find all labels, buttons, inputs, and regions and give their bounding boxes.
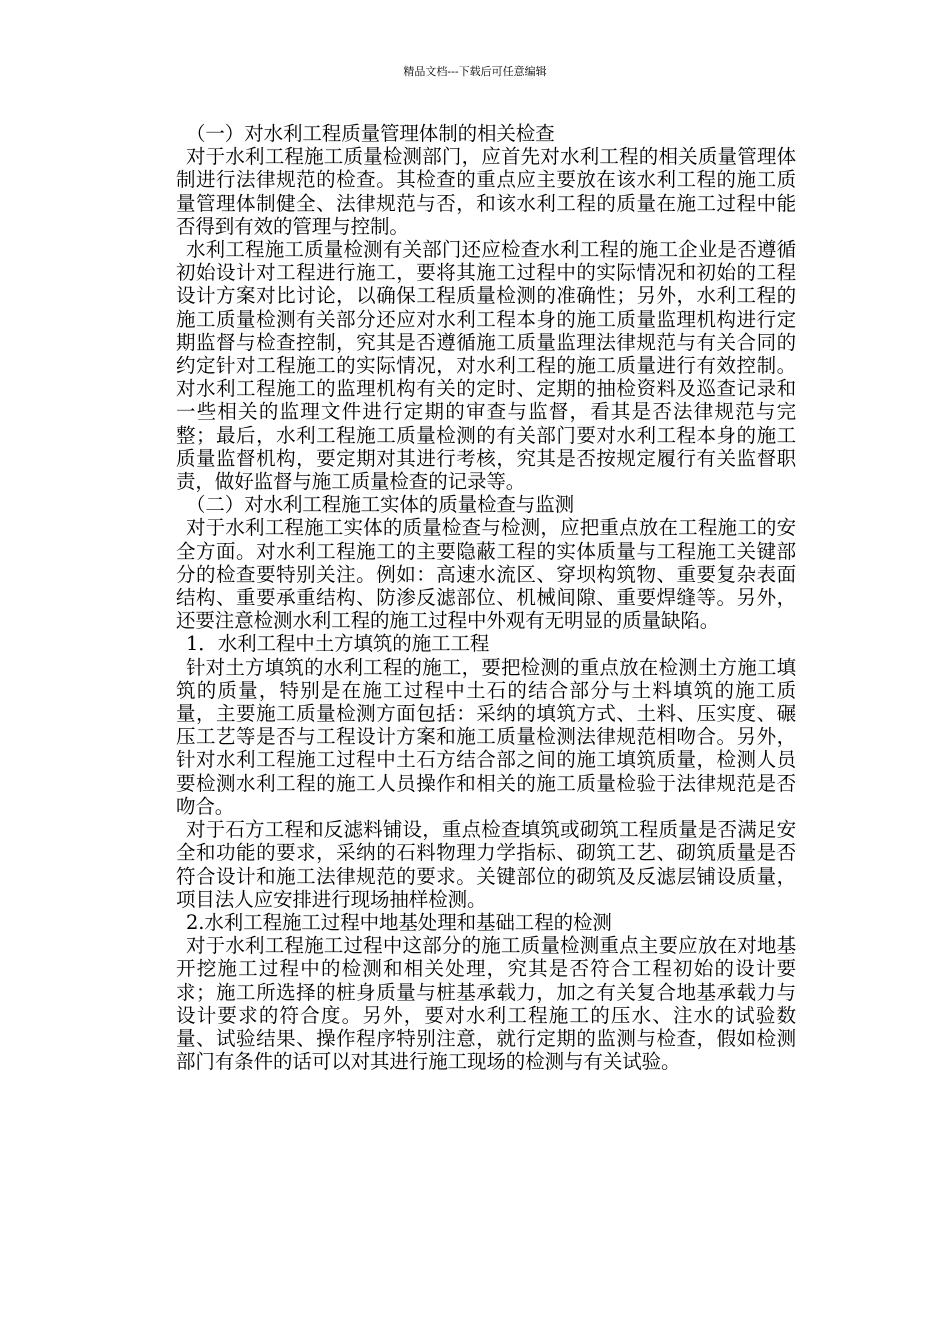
subsection-heading: 1．水利工程中土方填筑的施工工程: [186, 632, 490, 656]
subsection-heading: 2.水利工程施工过程中地基处理和基础工程的检测: [186, 910, 612, 934]
paragraph: 对于水利工程施工过程中这部分的施工质量检测重点主要应放在对地基开挖施工过程中的检测和相关处理，究其是否符合工程初始的设计要求；施工所选择的桩身质量与桩基承载力，加之有关复合地基承载力与设计要求的符合度。另外，要对水利工程施工的压水、注水的试验数量、试验结果、操作程序特别注意，就行定期的监测与检查，假如检测部门有条件的话可以对其进行施工现场的检测与有关试验。: [176, 934, 796, 1074]
paragraph: 对于水利工程施工实体的质量检查与检测，应把重点放在工程施工的安全方面。对水利工程施工的主要隐蔽工程的实体质量与工程施工关键部分的检查要特别关注。例如：高速水流区、穿坝构筑物、重要复杂表面结构、重要承重结构、防渗反滤部位、机械间隙、重要焊缝等。另外，还要注意检测水利工程的施工过程中外观有无明显的质量缺陷。: [176, 516, 796, 633]
paragraph: 水利工程施工质量检测有关部门还应检查水利工程的施工企业是否遵循初始设计对工程进行施工，要将其施工过程中的实际情况和初始的工程设计方案对比讨论，以确保工程质量检测的准确性；另外，水利工程的施工质量检测有关部分还应对水利工程本身的施工质量监理机构进行定期监督与检查控制，究其是否遵循施工质量监理法律规范与有关合同的约定针对工程施工的实际情况，对水利工程的施工质量进行有效控制。对水利工程施工的监理机构有关的定时、定期的抽检资料及巡查记录和一些相关的监理文件进行定期的审查与监督，看其是否法律规范与完整；最后，水利工程施工质量检测的有关部门要对水利工程本身的施工质量监督机构，要定期对其进行考核，究其是否按规定履行有关监督职责，做好监督与施工质量检查的记录等。: [176, 238, 796, 494]
section-heading: （一）对水利工程质量管理体制的相关检查: [186, 122, 555, 145]
paragraph: 对于水利工程施工质量检测部门，应首先对水利工程的相关质量管理体制进行法律规范的检查。其检查的重点应主要放在该水利工程的施工质量管理体制健全、法律规范与否，和该水利工程的质量在施工过程中能否得到有效的管理与控制。: [176, 145, 796, 238]
paragraph: 对于石方工程和反滤料铺设，重点检查填筑或砌筑工程质量是否满足安全和功能的要求，采纳的石料物理力学指标、砌筑工艺、砌筑质量是否符合设计和施工法律规范的要求。关键部位的砌筑及反滤层铺设质量，项目法人应安排进行现场抽样检测。: [176, 818, 796, 911]
section-heading: （二）对水利工程施工实体的质量检查与监测: [186, 493, 575, 517]
document-body: [176, 122, 796, 1073]
page-header: 精品文档---下载后可任意编辑: [403, 65, 547, 78]
paragraph: 针对土方填筑的水利工程的施工，要把检测的重点放在检测土方施工填筑的质量，特别是在施工过程中土石的结合部分与土料填筑的施工质量，主要施工质量检测方面包括：采纳的填筑方式、土料、压实度、碾压工艺等是否与工程设计方案和施工质量检测法律规范相吻合。另外，针对水利工程施工过程中土石方结合部之间的施工填筑质量，检测人员要检测水利工程的施工人员操作和相关的施工质量检验于法律规范是否吻合。: [176, 655, 796, 818]
